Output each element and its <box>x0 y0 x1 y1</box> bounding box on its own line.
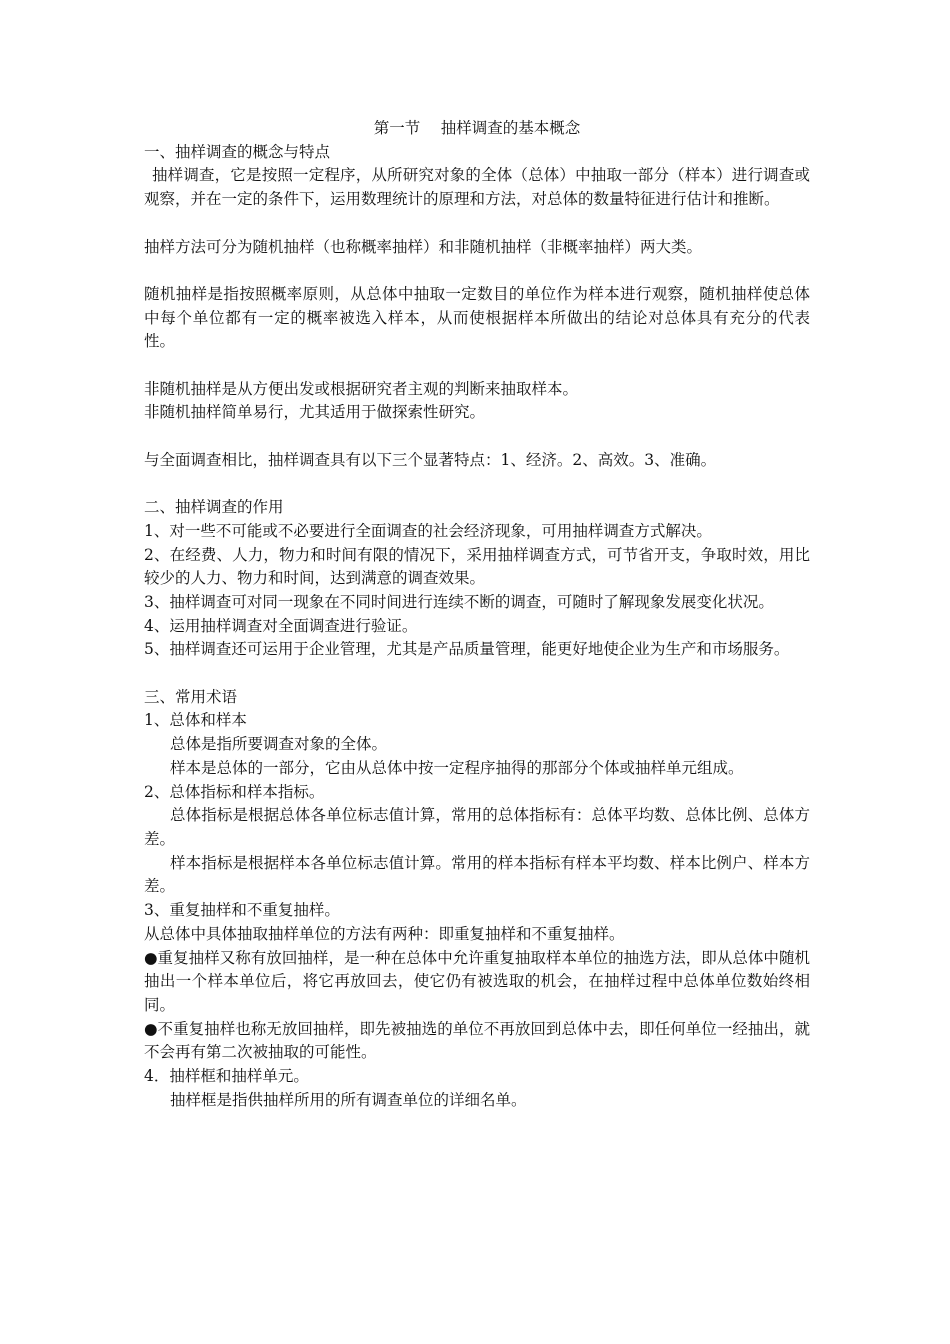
features-paragraph: 与全面调查相比，抽样调查具有以下三个显著特点：1、经济。2、高效。3、准确。 <box>144 450 717 469</box>
blank-line <box>144 259 810 283</box>
term-2-sample: 样本指标是根据样本各单位标志值计算。常用的样本指标有样本平均数、样本比例户、样本方差。 <box>144 853 810 896</box>
blank-line <box>144 212 810 236</box>
nonrandom-sampling-line-1: 非随机抽样是从方便出发或根据研究者主观的判断来抽取样本。 <box>144 379 579 398</box>
term-1-heading: 1、总体和样本 <box>144 711 247 730</box>
term-2-heading: 2、总体指标和样本指标。 <box>144 782 325 801</box>
random-sampling-paragraph: 随机抽样是指按照概率原则，从总体中抽取一定数目的单位作为样本进行观察，随机抽样使总体中每个单位都有一定的概率被选入样本，从而使根据样本所做出的结论对总体具有充分的代表性。 <box>144 284 810 351</box>
term-2-population: 总体指标是根据总体各单位标志值计算，常用的总体指标有：总体平均数、总体比例、总体方差。 <box>144 806 810 848</box>
sampling-definition-paragraph: 抽样调查，它是按照一定程序，从所研究对象的全体（总体）中抽取一部分（样本）进行调查或观察，并在一定的条件下，运用数理统计的原理和方法，对总体的数量特征进行估计和推断。 <box>144 166 810 209</box>
page-title: 第一节 抽样调查的基本概念 <box>373 119 581 137</box>
blank-line <box>144 662 810 686</box>
blank-line <box>144 354 810 378</box>
term-4-heading: 4．抽样框和抽样单元。 <box>144 1067 309 1086</box>
section-1-heading: 一、抽样调查的概念与特点 <box>144 142 331 161</box>
section-2-heading: 二、抽样调查的作用 <box>144 498 284 517</box>
term-1-population: 总体是指所要调查对象的全体。 <box>170 735 388 754</box>
term-4-frame: 抽样框是指供抽样所用的所有调查单位的详细名单。 <box>170 1090 527 1109</box>
role-item-2: 2、在经费、人力，物力和时间有限的情况下，采用抽样调查方式，可节省开支，争取时效，用比较少的人力、物力和时间，达到满意的调查效果。 <box>144 545 810 588</box>
blank-line <box>144 425 810 449</box>
role-item-1: 1、对一些不可能或不必要进行全面调查的社会经济现象，可用抽样调查方式解决。 <box>144 521 712 540</box>
nonrandom-sampling-line-2: 非随机抽样简单易行，尤其适用于做探索性研究。 <box>144 403 486 422</box>
blank-line <box>144 472 810 496</box>
term-3-heading: 3、重复抽样和不重复抽样。 <box>144 901 340 920</box>
term-3-intro: 从总体中具体抽取抽样单位的方法有两种：即重复抽样和不重复抽样。 <box>144 924 625 943</box>
document-body <box>144 117 810 1112</box>
term-3-norepeat-sampling: ●不重复抽样也称无放回抽样，即先被抽选的单位不再放回到总体中去，即任何单位一经抽出，就不会再有第二次被抽取的可能性。 <box>144 1019 810 1062</box>
term-3-repeat-sampling: ●重复抽样又称有放回抽样，是一种在总体中允许重复抽取样本单位的抽选方法，即从总体中随机抽出一个样本单位后，将它再放回去，使它仍有被选取的机会，在抽样过程中总体单位数始终相同。 <box>144 948 810 1014</box>
role-item-3: 3、抽样调查可对同一现象在不同时间进行连续不断的调查，可随时了解现象发展变化状况。 <box>144 592 774 611</box>
sampling-methods-paragraph: 抽样方法可分为随机抽样（也称概率抽样）和非随机抽样（非概率抽样）两大类。 <box>144 237 703 256</box>
section-3-heading: 三、常用术语 <box>144 687 238 706</box>
role-item-5: 5、抽样调查还可运用于企业管理，尤其是产品质量管理，能更好地使企业为生产和市场服务。 <box>144 640 790 659</box>
term-1-sample: 样本是总体的一部分，它由从总体中按一定程序抽得的那部分个体或抽样单元组成。 <box>170 758 744 777</box>
role-item-4: 4、运用抽样调查对全面调查进行验证。 <box>144 616 418 635</box>
